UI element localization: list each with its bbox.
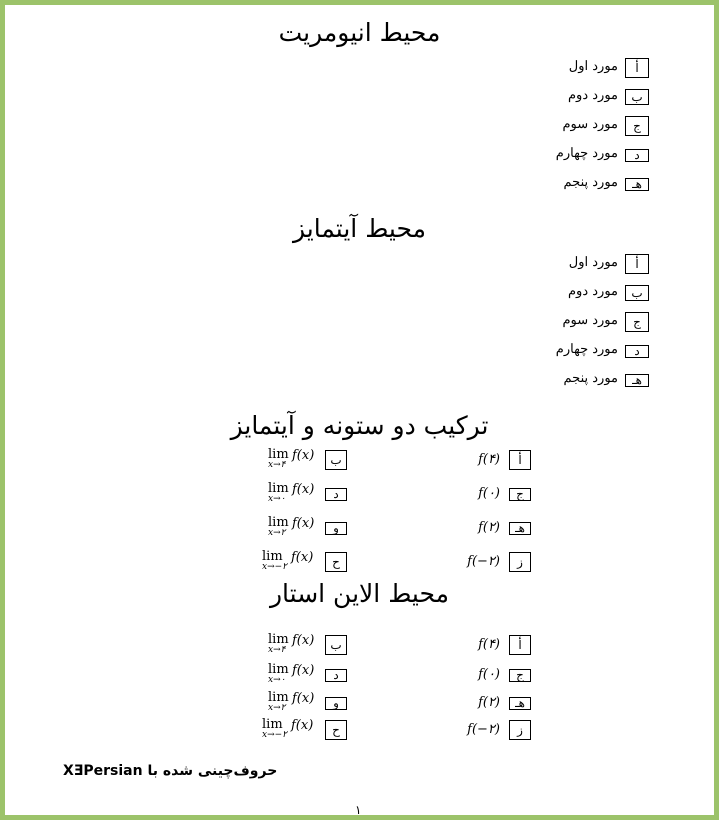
item-label-box: ب	[325, 635, 347, 655]
item-label-box: د	[625, 345, 649, 358]
limit-subscript: x→۴	[268, 460, 286, 470]
item-label-box: ح	[325, 720, 347, 740]
typeset-note: حروف‌چینی شده با XƎPersian	[63, 763, 278, 779]
item-text: مورد چهارم	[555, 342, 618, 357]
item-label-box: هـ	[625, 178, 649, 191]
limit-subscript: x→۴	[268, 645, 286, 655]
item-text: مورد سوم	[562, 313, 618, 328]
limit-expression	[268, 662, 315, 685]
limit-word: lim	[268, 690, 289, 705]
item-label-box: و	[325, 697, 347, 710]
limit-word: lim	[268, 515, 289, 530]
limit-subscript: x→−۲	[262, 730, 287, 740]
item-label-box: ج	[625, 312, 649, 332]
item-text: مورد اول	[568, 59, 618, 74]
limit-function: f(x)	[292, 663, 315, 678]
limit-subscript: x→۰	[268, 494, 286, 504]
limit-word: lim	[268, 632, 289, 647]
item-text: مورد دوم	[568, 284, 618, 299]
math-expression: f(۴)	[478, 637, 500, 652]
limit-function: f(x)	[292, 516, 315, 531]
item-label-box: أ	[625, 58, 649, 78]
limit-subscript: x→−۲	[262, 562, 287, 572]
limit-expression	[268, 447, 315, 470]
limit-function: f(x)	[292, 691, 315, 706]
item-label-box: ب	[625, 285, 649, 301]
item-label-box: ج	[509, 488, 531, 501]
item-label-box: أ	[509, 450, 531, 470]
item-label-box: ب	[325, 450, 347, 470]
item-label-box: هـ	[625, 374, 649, 387]
item-label-box: ز	[509, 552, 531, 572]
item-text: مورد اول	[568, 255, 618, 270]
math-expression: f(−۲)	[467, 722, 500, 737]
item-text: مورد پنجم	[563, 371, 618, 386]
item-text: مورد پنجم	[563, 175, 618, 190]
limit-word: lim	[268, 662, 289, 677]
math-expression: f(−۲)	[467, 554, 500, 569]
limit-word: lim	[262, 717, 283, 732]
math-expression: f(۰)	[478, 667, 500, 682]
item-label-box: أ	[625, 254, 649, 274]
limit-word: lim	[262, 549, 283, 564]
page-number: ۱	[355, 803, 362, 817]
item-text: مورد سوم	[562, 117, 618, 132]
limit-expression	[268, 690, 315, 713]
limit-subscript: x→۰	[268, 675, 286, 685]
math-expression: f(۰)	[478, 486, 500, 501]
item-label-box: د	[325, 669, 347, 682]
section-title-itemize: محیط آیتمایز	[292, 214, 427, 243]
limit-subscript: x→۲	[268, 528, 286, 538]
limit-function: f(x)	[292, 482, 315, 497]
math-expression: f(۴)	[478, 452, 500, 467]
section-title-twocol: ترکیب دو ستونه و آیتمایز	[230, 411, 489, 440]
item-label-box: و	[325, 522, 347, 535]
limit-expression	[262, 717, 314, 740]
math-expression: f(۲)	[478, 520, 500, 535]
section-title-enumerate: محیط انیومریت	[278, 18, 441, 47]
limit-expression	[268, 481, 315, 504]
item-label-box: د	[625, 149, 649, 162]
limit-function: f(x)	[291, 550, 314, 565]
limit-function: f(x)	[292, 448, 315, 463]
math-expression: f(۲)	[478, 695, 500, 710]
limit-word: lim	[268, 481, 289, 496]
item-label-box: هـ	[509, 697, 531, 710]
limit-function: f(x)	[291, 718, 314, 733]
item-label-box: ح	[325, 552, 347, 572]
item-label-box: د	[325, 488, 347, 501]
item-label-box: ج	[625, 116, 649, 136]
item-text: مورد دوم	[568, 88, 618, 103]
item-label-box: ز	[509, 720, 531, 740]
limit-word: lim	[268, 447, 289, 462]
item-label-box: ج	[509, 669, 531, 682]
limit-function: f(x)	[292, 633, 315, 648]
item-label-box: ب	[625, 89, 649, 105]
limit-expression	[268, 515, 315, 538]
limit-expression	[262, 549, 314, 572]
limit-expression	[268, 632, 315, 655]
item-label-box: أ	[509, 635, 531, 655]
item-text: مورد چهارم	[555, 146, 618, 161]
limit-subscript: x→۲	[268, 703, 286, 713]
section-title-inlinestar: محیط الاین استار	[269, 579, 450, 608]
item-label-box: هـ	[509, 522, 531, 535]
